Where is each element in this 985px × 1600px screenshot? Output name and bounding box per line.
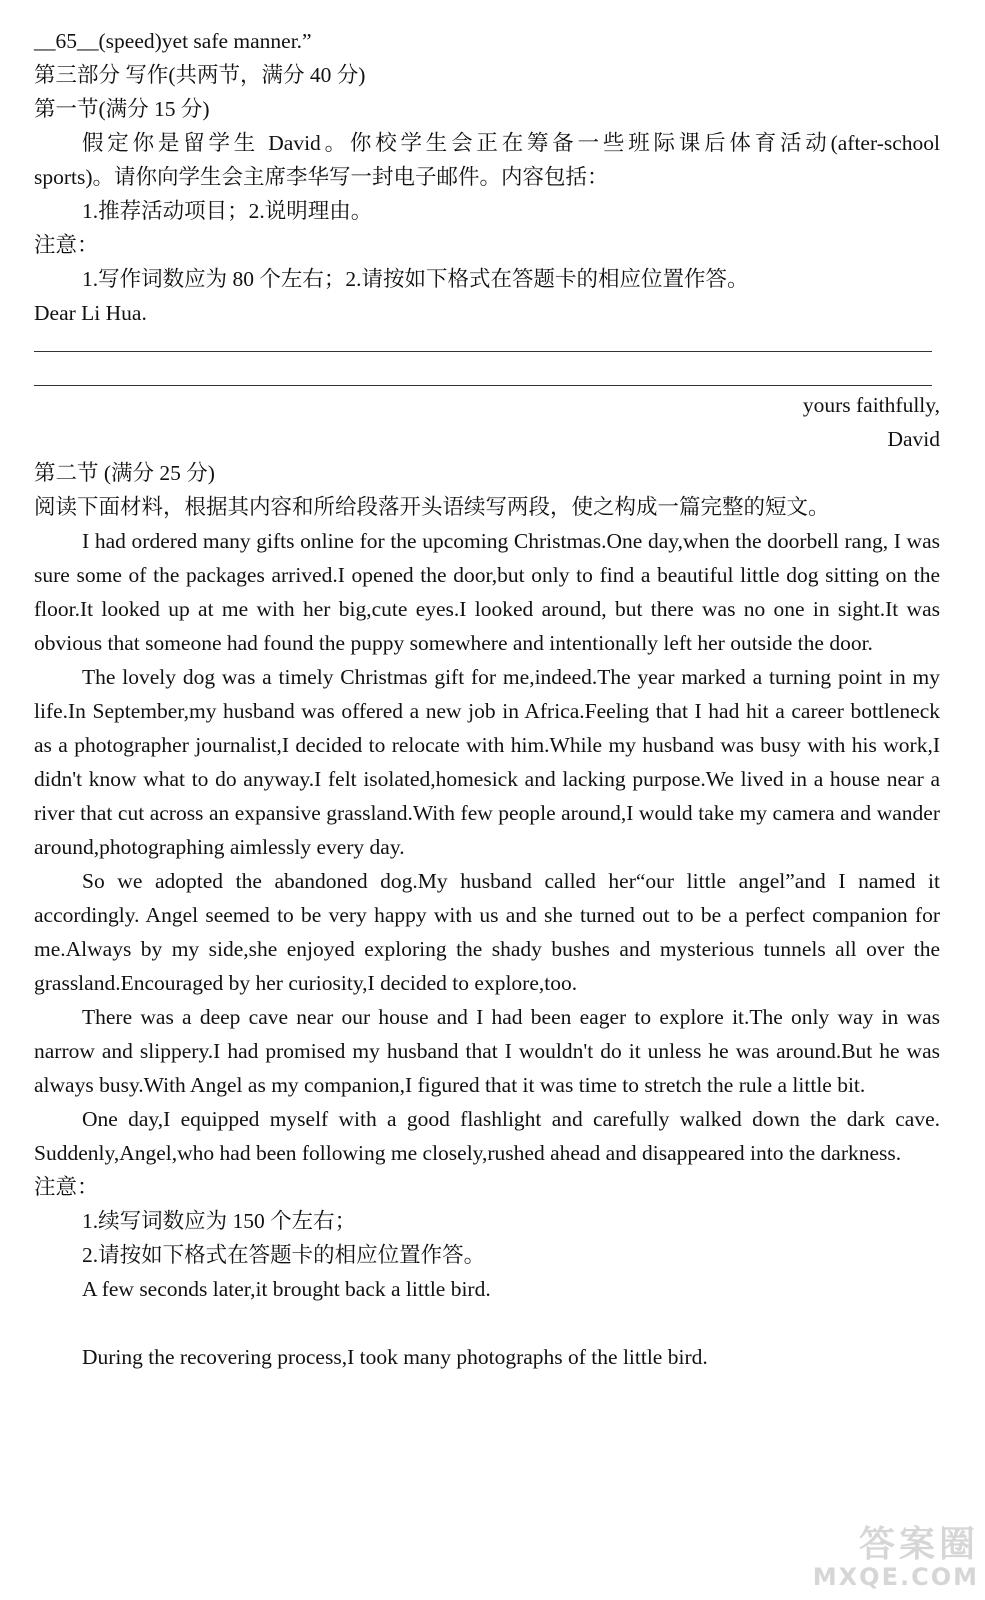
continuation-opener-1: A few seconds later,it brought back a little bird.: [82, 1277, 491, 1301]
task1-line-a: 假定你是留学生 David。你校学生会正在筹备一些班际课后体育活动(after-school: [82, 131, 940, 155]
story-paragraph-4: There was a deep cave near our house and I had been eager to explore it.The only way in was narrow and slippery.I had promised my husband that I wouldn't do it unless he was around.But he was always busy.With Angel as my companion,I figured that it was time to stretch the rule a little bit.: [34, 1005, 940, 1097]
story-paragraph-2: The lovely dog was a timely Christmas gift for me,indeed.The year marked a turning point in my life.In September,my husband was offered a new job in Africa.Feeling that I had hit a career bottleneck as a photographer journalist,I decided to relocate with him.While my husband was busy with his work,I didn't know what to do anyway.I felt isolated,homesick and lacking purpose.We lived in a house near a river that cut across an expansive grassland.With few people around,I would take my camera and wander around,photographing aimlessly every day.: [34, 665, 940, 859]
note1-title: 注意：: [34, 233, 99, 257]
note2-title: 注意：: [34, 1175, 99, 1199]
letter-signature: David: [887, 427, 940, 451]
exam-page: [34, 24, 940, 1374]
story-paragraph-3: So we adopted the abandoned dog.My husband called her“our little angel”and I named it accordingly. Angel seemed to be very happy with us and she turned out to be a perfect companion for me.Always by my side,she enjoyed exploring the shady bushes and mysterious tunnels all over the grassland.Encouraged by her curiosity,I decided to explore,too.: [34, 869, 940, 995]
task1-line-c: 1.推荐活动项目；2.说明理由。: [82, 199, 373, 223]
section-two-heading: 第二节 (满分 25 分): [34, 461, 215, 485]
task1-line-b: sports)。请你向学生会主席李华写一封电子邮件。内容包括：: [34, 165, 609, 189]
note1-item: 1.写作词数应为 80 个左右；2.请按如下格式在答题卡的相应位置作答。: [82, 267, 749, 291]
story-paragraph-1: I had ordered many gifts online for the upcoming Christmas.One day,when the doorbell rang, I was sure some of the packages arrived.I opened the door,but only to find a beautiful little dog sitting on the floor.It looked up at me with her big,cute eyes.I looked around, but there was no one in sight.It was obvious that someone had found the puppy somewhere and intentionally left her outside the door.: [34, 529, 940, 655]
story-paragraph-5: One day,I equipped myself with a good flashlight and carefully walked down the dark cave. Suddenly,Angel,who had been following me closely,rushed ahead and disappeared into the darkness.: [34, 1107, 940, 1165]
task2-instruction: 阅读下面材料，根据其内容和所给段落开头语续写两段，使之构成一篇完整的短文。: [34, 495, 830, 519]
note2-item-1: 1.续写词数应为 150 个左右；: [82, 1209, 357, 1233]
section-one-heading: 第一节(满分 15 分): [34, 97, 210, 121]
part-three-heading: 第三部分 写作(共两节，满分 40 分): [34, 63, 366, 87]
site-watermark: [789, 1516, 979, 1596]
question-65-line: __65__(speed)yet safe manner.”: [34, 29, 312, 53]
letter-closing: yours faithfully,: [802, 393, 940, 417]
note2-item-2: 2.请按如下格式在答题卡的相应位置作答。: [82, 1243, 486, 1267]
watermark-domain: MXQE.COM: [812, 1563, 979, 1591]
watermark-logo-text: 答案圈: [858, 1524, 979, 1565]
letter-salutation: Dear Li Hua.: [34, 301, 147, 325]
continuation-opener-2: During the recovering process,I took many photographs of the little bird.: [82, 1345, 708, 1369]
